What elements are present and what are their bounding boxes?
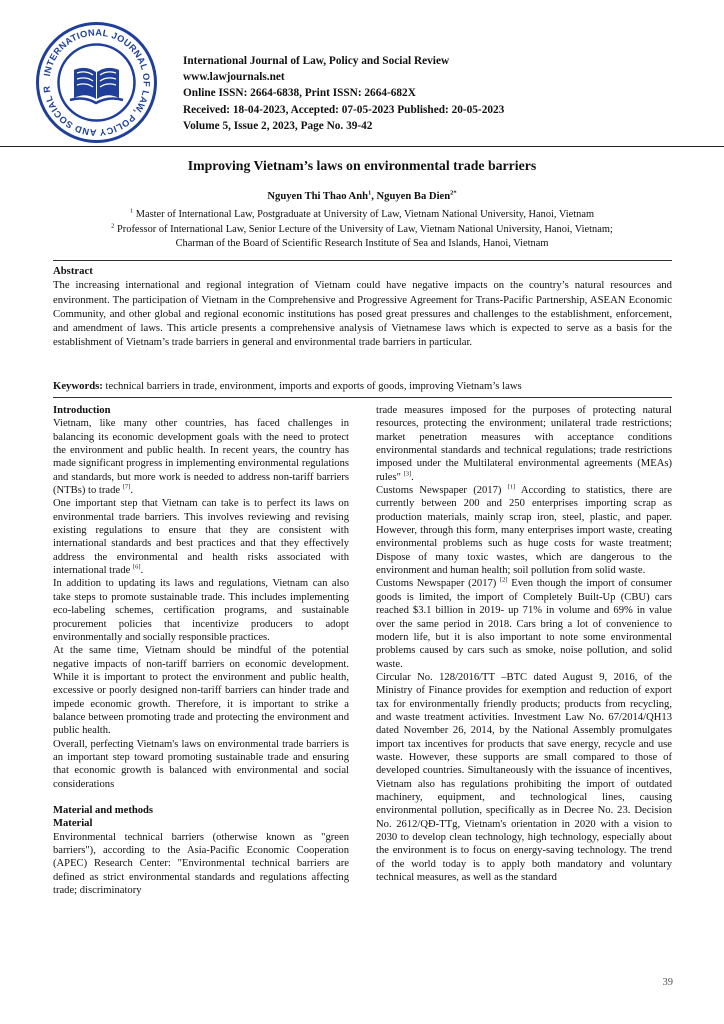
journal-logo [34,20,159,145]
journal-seal-icon [34,20,159,145]
citation[interactable]: [6] [133,563,141,571]
citation[interactable]: [3] [403,470,412,478]
keywords [53,379,672,393]
citation[interactable]: [7] [122,483,131,491]
paragraph: Circular No. 128/2016/TT –BTC dated August 9, 2016, of the Ministry of Finance provides for exemption and reduction of export tax for environmentally friendly products; products from recycling, and waste treatment activities. Investment Law No. 67/2014/QH13 dated November 26, 2014, by the National Assembly promulgates import tax incentives for products that save energy, recycle and use waste. However, these supports are small compared to those of developed countries. Simultaneously with the issuance of incentives, Vietnam also has regulations prohibiting the import of outdated machinery, equipment, and technological lines, causing environmental pollution, specifically as in Decree No. 23. Decision No. 2612/QĐ-TTg, Vietnam's orientation in 2020 with a vision to 2030 to develop clean technology, high technology, especially about the environment is to focus on energy-saving technology. The trend of the world today is to apply both mandatory and voluntary technical measures, as well as the standard [376,671,672,884]
paragraph: One important step that Vietnam can take is to perfect its laws on environmental trade barriers. This involves reviewing and revising existing regulations to ensure that they are consistent with international standards and best practices and that they effectively address the environmental and health risks associated with international trade [6]. [53,498,349,577]
introduction-heading: Introduction [53,405,111,416]
page-number: 39 [662,977,673,988]
volume-info: Volume 5, Issue 2, 2023, Page No. 39-42 [183,119,373,132]
left-column [53,404,349,897]
methods-heading: Material and methods [53,804,154,816]
keywords-label: Keywords: [53,380,103,392]
right-column [376,404,672,884]
body-divider [53,397,672,398]
paragraph: trade measures imposed for the purposes of protecting natural resources, protecting the environment; unilateral trade restrictions; market penetration measures with acceptance conditions environmental standards and technical regulations; trade restrictions imposed under the Multilateral environmental agreements (MEAs) rules" [3]. [376,405,672,483]
affiliations [0,208,724,252]
abstract-divider [53,260,672,261]
paragraph: Overall, perfecting Vietnam's laws on environmental trade barriers is an important step toward promoting sustainable trade and ensuring that economic growth is balanced with environmental and social considerations [53,738,349,790]
paragraph: Customs Newspaper (2017) [2] Even though the import of consumer goods is limited, the import of Completely Built-Up (CBU) cars reached $3.1 billion in 2019- up 71% in volume and 69% in value over the same period in 2018. Cars bring a lot of convenience to modern life, but it is also important to note some environmental problems caused by cars such as smoke, noise pollution, and solid waste. [376,576,672,670]
citation[interactable]: [1] [507,483,516,491]
material-heading: Material [53,818,93,830]
paragraph: Environmental technical barriers (otherwise known as "green barriers"), according to the Asia-Pacific Economic Cooperation (APEC) Research Center: "Environmental technical barriers are defined as strict environmental standards and regulations affecting trade; discriminatory [53,831,349,897]
paragraph: Customs Newspaper (2017) [1] According to statistics, there are currently between 200 and 250 enterprises importing scrap as production materials, mainly scrap iron, steel, plastic, and paper. However, through this form, many enterprises import waste, creating environmental problems such as huge costs for waste treatment; Dispose of many toxic wastes, which are dangerous to the environment and human health; soil pollution from solid waste. [376,483,672,577]
keywords-text: technical barriers in trade, environment, imports and exports of goods, improving Vietnam’s laws [102,380,522,392]
paragraph: At the same time, Vietnam should be mindful of the potential negative impacts of non-tariff barriers on economic development. While it is important to protect the environment and public health, excessive or poorly designed non-tariff barriers can hinder trade and impede economic growth. Therefore, it is important to strike a balance between promoting trade and protecting the environment and public health. [53,645,349,737]
svg-text:INTERNATIONAL JOURNAL OF LAW,: INTERNATIONAL JOURNAL OF LAW, POLICY AND SOCIAL R [41,27,152,138]
paragraph: Vietnam, like many other countries, has faced challenges in balancing its economic development goals with the need to protect the environment and public health. In recent years, the country has made significant progress in implementing environmental regulations and standards, but more work is needed to address non-tariff barriers (NTBs) to trade [7]. [53,418,349,497]
journal-info [183,53,504,134]
affiliation-1: $^1$ Master of International Law, Postgraduate at University of Law, Vietnam National University, Hanoi, Vietnam [129,207,595,220]
author-name: Nguyen Ba Dien [376,191,451,202]
journal-website[interactable]: www.lawjournals.net [183,71,285,84]
paragraph: In addition to updating its laws and regulations, Vietnam can also take steps to promote sustainable trade. This includes implementing eco-labeling schemes, certification programs, and sustainable procurement policies that incentivize producers to adopt environmentally and socially responsible practices. [53,578,349,643]
abstract-heading: Abstract [53,265,93,277]
article-title: Improving Vietnam’s laws on environmental trade barriers [187,158,537,173]
author-affiliation-mark: 2* [450,189,457,197]
author-line: Nguyen Thi Thao Anh$^1$, Nguyen Ba Dien$^{2*}$ [267,189,457,202]
article-dates: Received: 18-04-2023, Accepted: 07-05-2023 Published: 20-05-2023 [183,103,505,116]
affiliation-2: $^2$ Professor of International Law, Senior Lecture of the University of Law, Vietnam National University, Hanoi, Vietnam; [111,222,613,235]
abstract-text: The increasing international and regional integration of Vietnam could have negative impacts on the country’s natural resources and environment. The participation of Vietnam in the Comprehensive and Progressive Agreement for Trans-Pacific Partnership, ASEAN Economic Community, and other global and regional economic institutions has posed great pressures and challenges to the establishment, enforcement, and amendment of laws. This article presents a comprehensive analysis of Vietnamese laws which is expected to serve as a basis for the establishment of Vietnam’s trade barriers in general and environmental trade barriers in particular. [53,279,672,349]
abstract-section [53,264,672,350]
journal-issn: Online ISSN: 2664-6838, Print ISSN: 2664-682X [183,87,416,100]
citation[interactable]: [2] [500,576,508,584]
author-name: Nguyen Thi Thao Anh [267,191,368,202]
author-affiliation-mark: 1 [367,189,372,197]
header-divider [0,146,724,147]
affiliation-2-line-2: Charman of the Board of Scientific Research Institute of Sea and Islands, Hanoi, Vietnam [175,238,549,249]
journal-name: International Journal of Law, Policy and Social Review [183,55,450,67]
